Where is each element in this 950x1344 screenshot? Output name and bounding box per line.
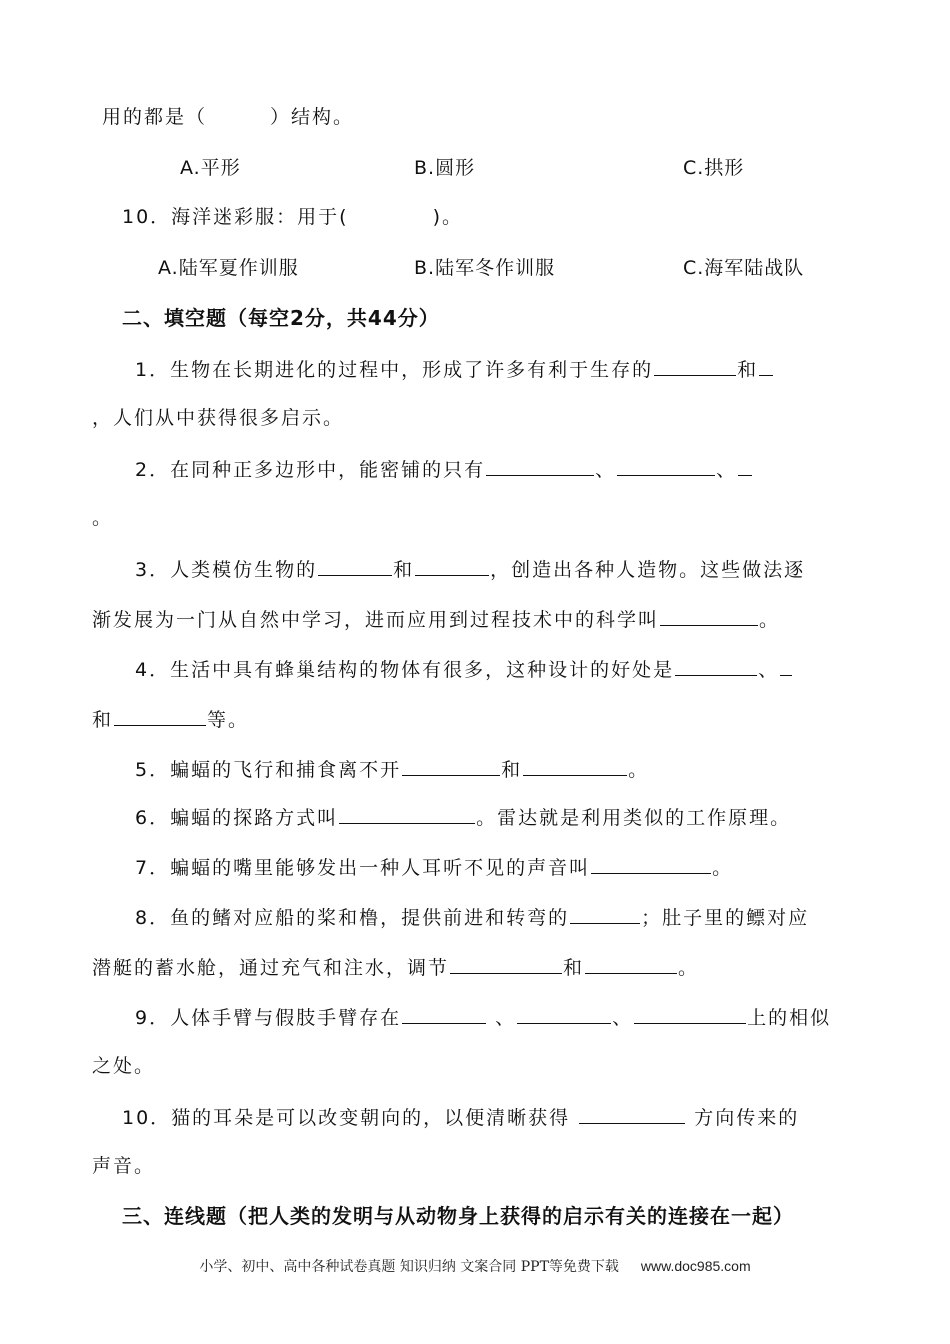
mc-q10-option-a: A.陆军夏作训服 — [158, 257, 299, 279]
fill-q9-line1: 9．人体手臂与假肢手臂存在 、 、 上的相似 — [135, 1003, 831, 1031]
mc-q10-option-b: B.陆军冬作训服 — [414, 257, 556, 279]
fill-q2-line2: 。 — [92, 507, 114, 529]
fill-q4-line1: 4．生活中具有蜂巢结构的物体有很多，这种设计的好处是 、 — [135, 655, 793, 683]
answer-blank[interactable] — [675, 655, 757, 676]
answer-blank[interactable] — [654, 355, 736, 376]
answer-blank[interactable] — [617, 455, 715, 476]
answer-blank[interactable] — [402, 1003, 486, 1024]
fill-q3-line2: 渐发展为一门从自然中学习，进而应用到过程技术中的科学叫 。 — [92, 605, 780, 633]
answer-blank[interactable] — [780, 655, 792, 676]
answer-blank[interactable] — [450, 953, 562, 974]
answer-blank[interactable] — [585, 953, 677, 974]
fill-q1-line1: 1．生物在长期进化的过程中，形成了许多有利于生存的 和 — [135, 355, 774, 383]
mc-q9-option-b: B.圆形 — [414, 157, 476, 179]
answer-blank[interactable] — [591, 853, 711, 874]
answer-blank[interactable] — [486, 455, 594, 476]
answer-blank[interactable] — [318, 555, 392, 576]
fill-q7: 7．蝙蝠的嘴里能够发出一种人耳听不见的声音叫 。 — [135, 853, 733, 881]
fill-q10-line2: 声音。 — [92, 1155, 156, 1177]
fill-section-heading: 二、填空题（每空2分，共44分） — [122, 306, 440, 330]
answer-blank[interactable] — [114, 705, 206, 726]
fill-q5: 5．蝙蝠的飞行和捕食离不开 和 。 — [135, 755, 649, 783]
fill-q2-line1: 2．在同种正多边形中，能密铺的只有 、 、 — [135, 455, 753, 483]
answer-blank[interactable] — [738, 455, 752, 476]
answer-blank[interactable] — [570, 903, 640, 924]
fill-q8-line1: 8．鱼的鳍对应船的桨和橹，提供前进和转弯的 ；肚子里的鳔对应 — [135, 903, 809, 931]
fill-q9-line2: 之处。 — [92, 1055, 156, 1077]
answer-blank[interactable] — [660, 605, 758, 626]
answer-blank[interactable] — [415, 555, 489, 576]
match-section-heading: 三、连线题（把人类的发明与从动物身上获得的启示有关的连接在一起） — [122, 1204, 794, 1228]
fill-q3-line1: 3．人类模仿生物的 和 ，创造出各种人造物。这些做法逐 — [135, 555, 805, 583]
answer-blank[interactable] — [634, 1003, 746, 1024]
fill-q8-line2: 潜艇的蓄水舱，通过充气和注水，调节 和 。 — [92, 953, 699, 981]
answer-blank[interactable] — [402, 755, 500, 776]
answer-blank[interactable] — [759, 355, 773, 376]
mc-q9-option-c: C.拱形 — [683, 157, 745, 179]
page-footer — [0, 1256, 950, 1276]
fill-q4-line2: 和 等。 — [92, 705, 249, 733]
mc-q9-option-a: A.平形 — [180, 157, 241, 179]
footer-text: 小学、初中、高中各种试卷真题 知识归纳 文案合同 PPT等免费下载 — [199, 1259, 619, 1275]
answer-blank[interactable] — [523, 755, 627, 776]
footer-url-link[interactable]: www.doc985.com — [640, 1258, 751, 1274]
answer-blank[interactable] — [339, 803, 475, 824]
fill-q10-line1: 10．猫的耳朵是可以改变朝向的，以便清晰获得 方向传来的 — [122, 1103, 799, 1131]
answer-blank[interactable] — [579, 1103, 685, 1124]
fill-q6: 6．蝙蝠的探路方式叫 。雷达就是利用类似的工作原理。 — [135, 803, 791, 831]
answer-blank[interactable] — [517, 1003, 611, 1024]
mc-q10-option-c: C.海军陆战队 — [683, 257, 805, 279]
fill-q1-line2: ，人们从中获得很多启示。 — [92, 407, 345, 429]
mc-q9-tail: 用的都是（ ）结构。 — [102, 106, 355, 128]
mc-q10: 10．海洋迷彩服：用于( )。 — [122, 206, 464, 228]
